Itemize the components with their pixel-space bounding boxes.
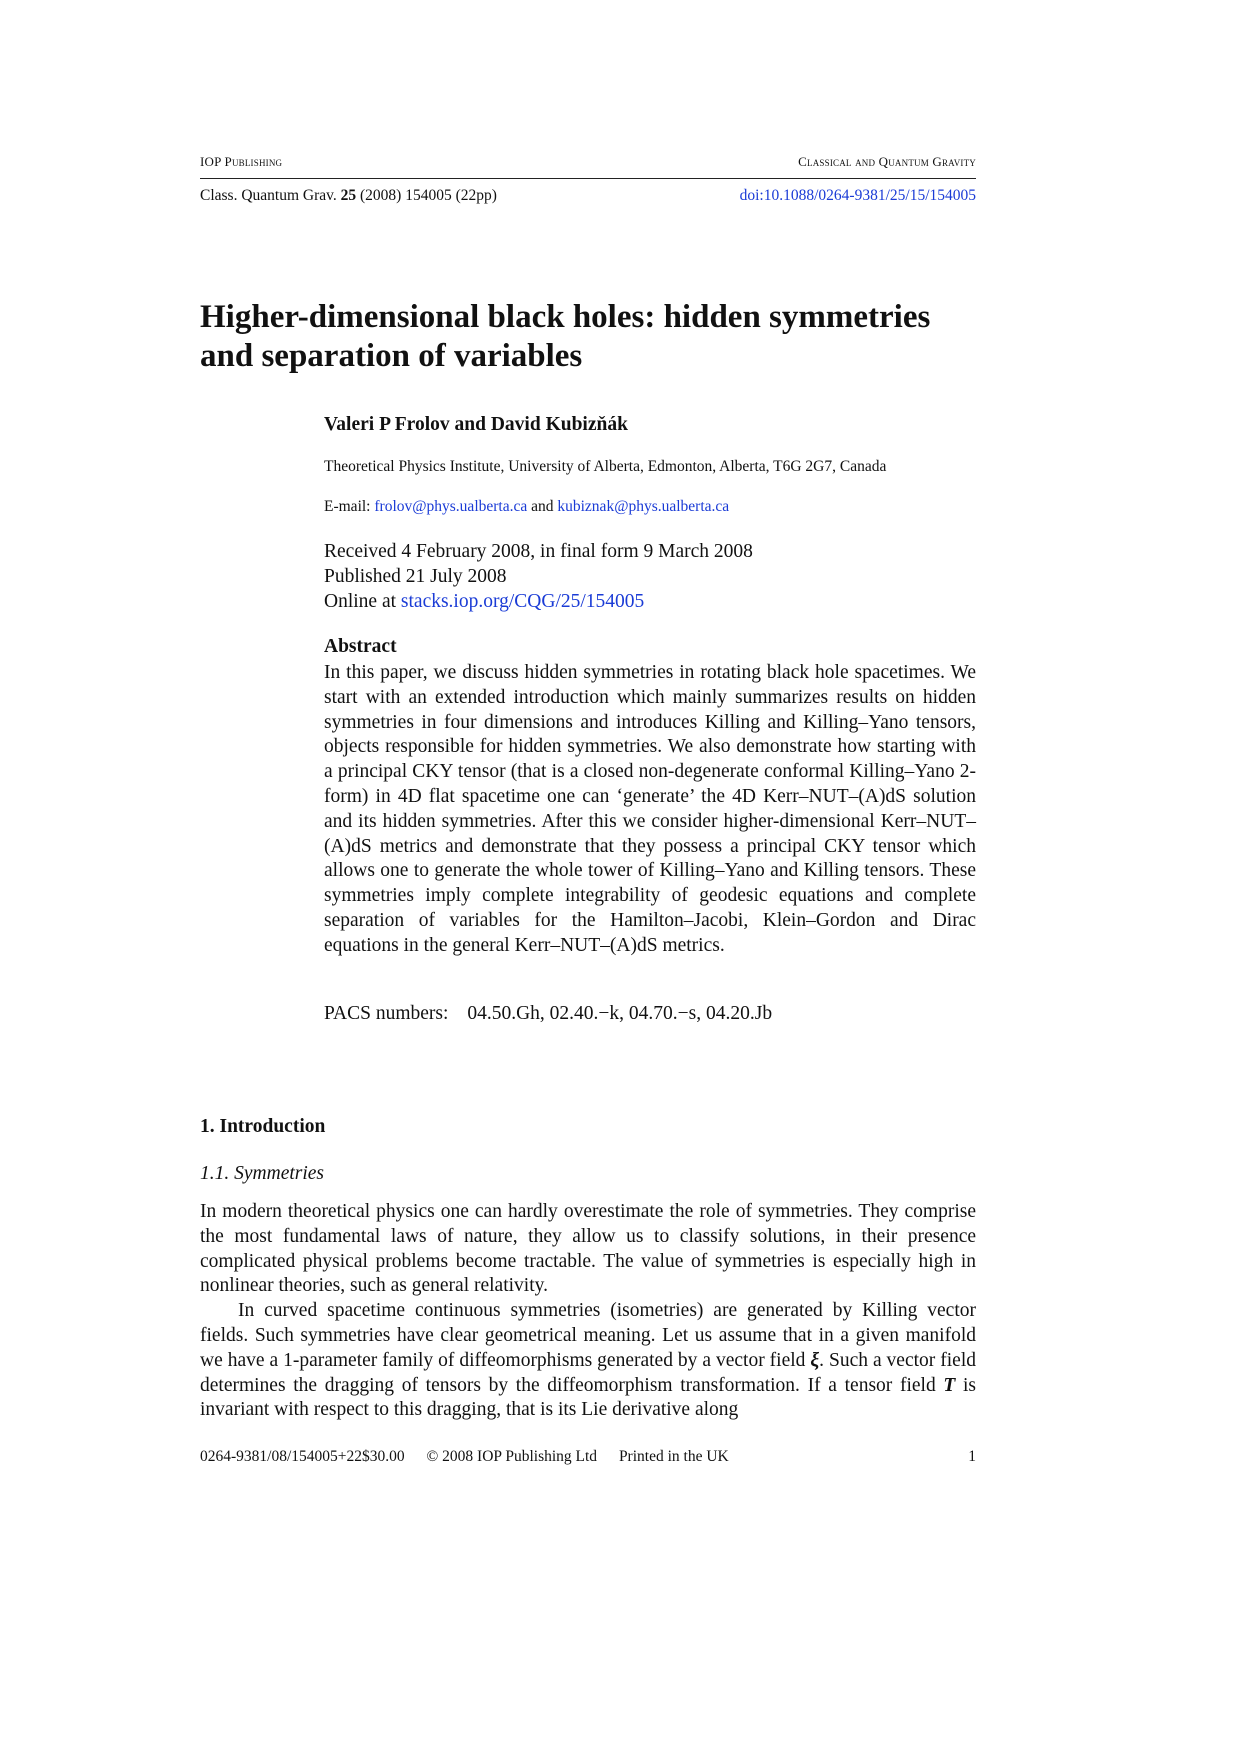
footer-code: 0264-9381/08/154005+22$30.00 — [200, 1448, 405, 1465]
publication-dates — [324, 539, 976, 614]
pacs-values: 04.50.Gh, 02.40.−k, 04.70.−s, 04.20.Jb — [467, 1003, 773, 1024]
abstract-heading: Abstract — [324, 636, 397, 657]
symbol-xi: ξ — [810, 1349, 820, 1371]
email-joiner: and — [531, 498, 554, 515]
running-header — [200, 154, 976, 170]
section-heading: 1. Introduction — [200, 1116, 326, 1137]
paper-title: Higher-dimensional black holes: hidden symmetries and separation of variables — [200, 299, 931, 374]
paragraph-1: In modern theoretical physics one can hardly overestimate the role of symmetries. They comprise the most fundamental laws of nature, they allow us to classify solutions, in their presence complicated physical problems become tractable. The value of symmetries is especially high in nonlinear theories, such as general relativity. — [200, 1201, 976, 1297]
email-link-frolov[interactable]: frolov@phys.ualberta.ca — [374, 498, 528, 515]
paragraph-2 — [200, 1299, 976, 1423]
journal-name: Classical and Quantum Gravity — [798, 154, 976, 169]
page-number: 1 — [968, 1448, 976, 1465]
paragraph-2-part-b: . Such a vector field determines the dragging of tensors by the diffeomorphism transformation. If a tensor field — [200, 1349, 976, 1396]
body-text — [200, 1200, 976, 1423]
footer-left — [200, 1448, 747, 1466]
citation — [200, 187, 497, 205]
paragraph-2-part-c: is invariant with respect to this dragging, that is its Lie derivative along — [200, 1374, 977, 1421]
symbol-t: T — [943, 1374, 956, 1396]
online-link[interactable]: stacks.iop.org/CQG/25/154005 — [400, 591, 645, 612]
authors: Valeri P Frolov and David Kubizňák — [324, 414, 628, 435]
published-date: Published 21 July 2008 — [324, 566, 507, 587]
affiliation: Theoretical Physics Institute, University of Alberta, Edmonton, Alberta, T6G 2G7, Canada — [324, 458, 887, 475]
paragraph-2-part-a: In curved spacetime continuous symmetries (isometries) are generated by Killing vector fields. Such symmetries have clear geometrical meaning. Let us assume that in a given manifold we have a 1-parameter family of diffeomorphisms generated by a vector field — [200, 1300, 976, 1371]
pacs-line — [324, 1003, 976, 1025]
pacs-label: PACS numbers: — [324, 1003, 449, 1024]
citation-suffix: (2008) 154005 (22pp) — [360, 187, 497, 204]
doi-link[interactable]: doi:10.1088/0264-9381/25/15/154005 — [739, 187, 976, 204]
online-label: Online at — [324, 591, 397, 612]
email-line — [324, 498, 976, 516]
citation-volume: 25 — [340, 187, 357, 204]
abstract-text: In this paper, we discuss hidden symmetries in rotating black hole spacetimes. We start with an extended introduction which mainly summarizes results on hidden symmetries in four dimensions and introduces Killing and Killing–Yano tensors, objects responsible for hidden symmetries. We also demonstrate how starting with a principal CKY tensor (that is a closed non-degenerate conformal Killing–Yano 2-form) in 4D flat spacetime one can ‘generate’ the 4D Kerr–NUT–(A)dS solution and its hidden symmetries. After this we consider higher-dimensional Kerr–NUT–(A)dS metrics and demonstrate that they possess a principal CKY tensor which allows one to generate the whole tower of Killing–Yano and Killing tensors. These symmetries imply complete integrability of geodesic equations and complete separation of variables for the Hamilton–Jacobi, Klein–Gordon and Dirac equations in the general Kerr–NUT–(A)dS metrics. — [324, 662, 976, 956]
email-link-kubiznak[interactable]: kubiznak@phys.ualberta.ca — [557, 498, 730, 515]
received-date: Received 4 February 2008, in final form 9 March 2008 — [324, 541, 753, 562]
footer-copyright: © 2008 IOP Publishing Ltd — [426, 1448, 598, 1465]
subsection-heading: 1.1. Symmetries — [200, 1163, 325, 1184]
header-rule — [200, 178, 976, 179]
publisher-name: IOP Publishing — [200, 154, 283, 169]
email-label: E-mail: — [324, 498, 371, 515]
citation-prefix: Class. Quantum Grav. — [200, 187, 337, 204]
online-line — [324, 589, 976, 614]
footer-printed: Printed in the UK — [618, 1448, 729, 1465]
citation-line — [200, 187, 976, 205]
page-footer — [200, 1448, 976, 1466]
